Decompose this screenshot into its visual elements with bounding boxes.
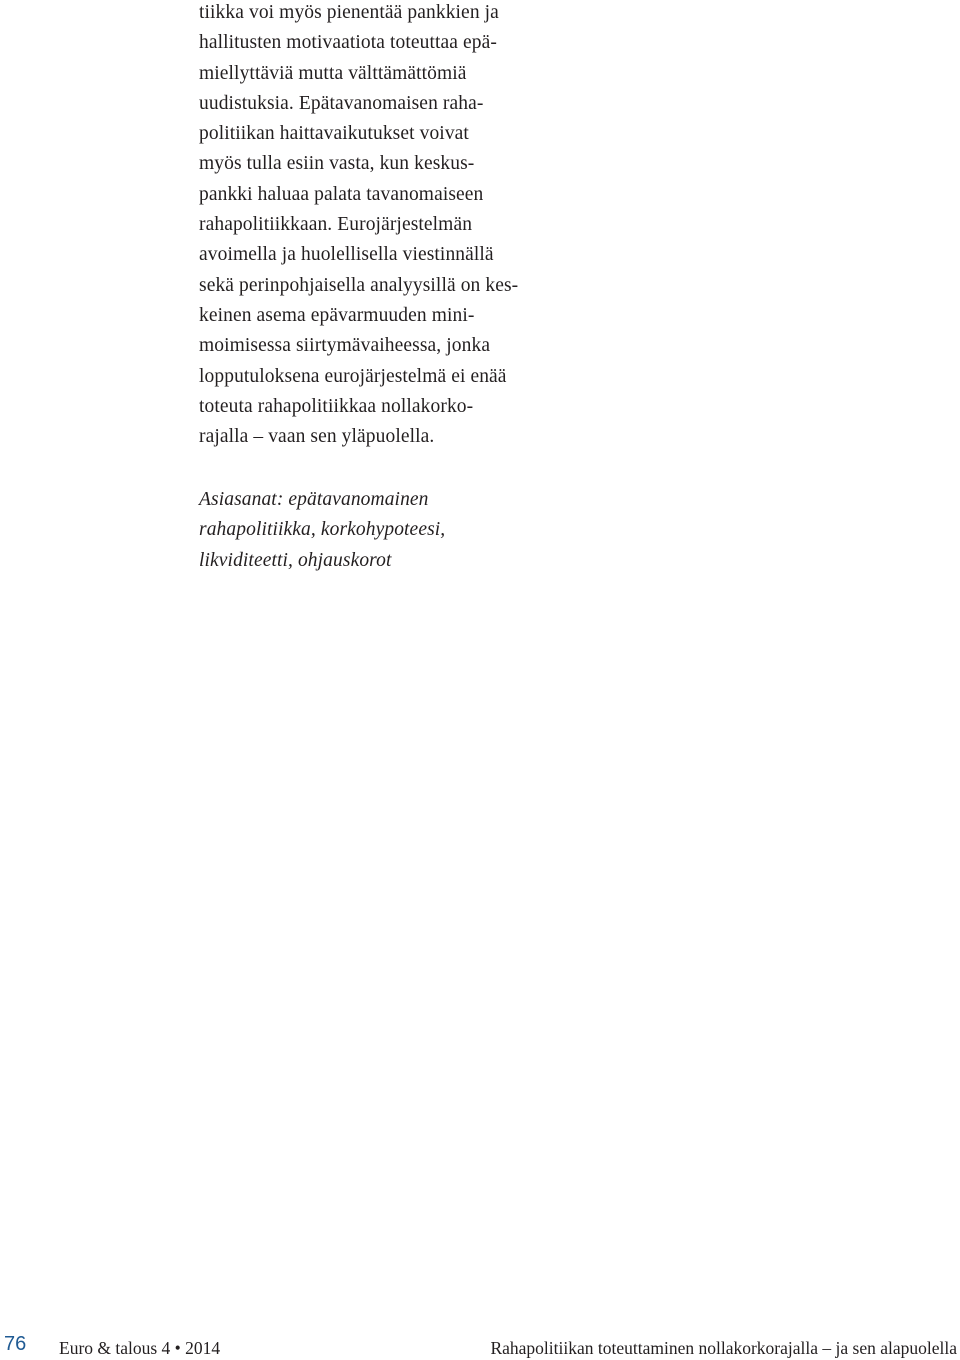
body-line: tiikka voi myös pienentää pankkien ja <box>199 2 499 23</box>
body-line: sekä perinpohjaisella analyysillä on kes- <box>199 274 519 296</box>
body-line: toteuta rahapolitiikkaa nollakorko- <box>199 395 474 417</box>
article-body <box>199 0 579 452</box>
keywords-line: rahapolitiikka, korkohypoteesi, <box>199 519 446 541</box>
body-line: myös tulla esiin vasta, kun keskus- <box>199 153 475 175</box>
page-footer <box>0 1325 960 1360</box>
keywords-block <box>199 485 579 576</box>
running-title: Rahapolitiikan toteuttaminen nollakorkorajalla – ja sen alapuolella <box>490 1338 957 1358</box>
keywords-line: Asiasanat: epätavanomainen <box>199 489 429 510</box>
body-line: moimisessa siirtymävaiheessa, jonka <box>199 335 491 357</box>
body-line: rahapolitiikkaan. Eurojärjestelmän <box>199 214 473 236</box>
body-line: pankki haluaa palata tavanomaiseen <box>199 183 484 205</box>
body-line: miellyttäviä mutta välttämättömiä <box>199 62 467 84</box>
publication-info: Euro & talous 4 • 2014 <box>59 1338 221 1358</box>
keywords-line: likviditeetti, ohjauskorot <box>199 549 392 571</box>
page-number: 76 <box>4 1333 27 1355</box>
body-line: politiikan haittavaikutukset voivat <box>199 123 469 145</box>
body-line: lopputuloksena eurojärjestelmä ei enää <box>199 365 507 387</box>
body-line: hallitusten motivaatiota toteuttaa epä- <box>199 32 497 54</box>
body-line: keinen asema epävarmuuden mini- <box>199 304 475 326</box>
body-line: rajalla – vaan sen yläpuolella. <box>199 426 435 448</box>
body-line: uudistuksia. Epätavanomaisen raha- <box>199 92 484 114</box>
body-line: avoimella ja huolellisella viestinnällä <box>199 244 494 266</box>
